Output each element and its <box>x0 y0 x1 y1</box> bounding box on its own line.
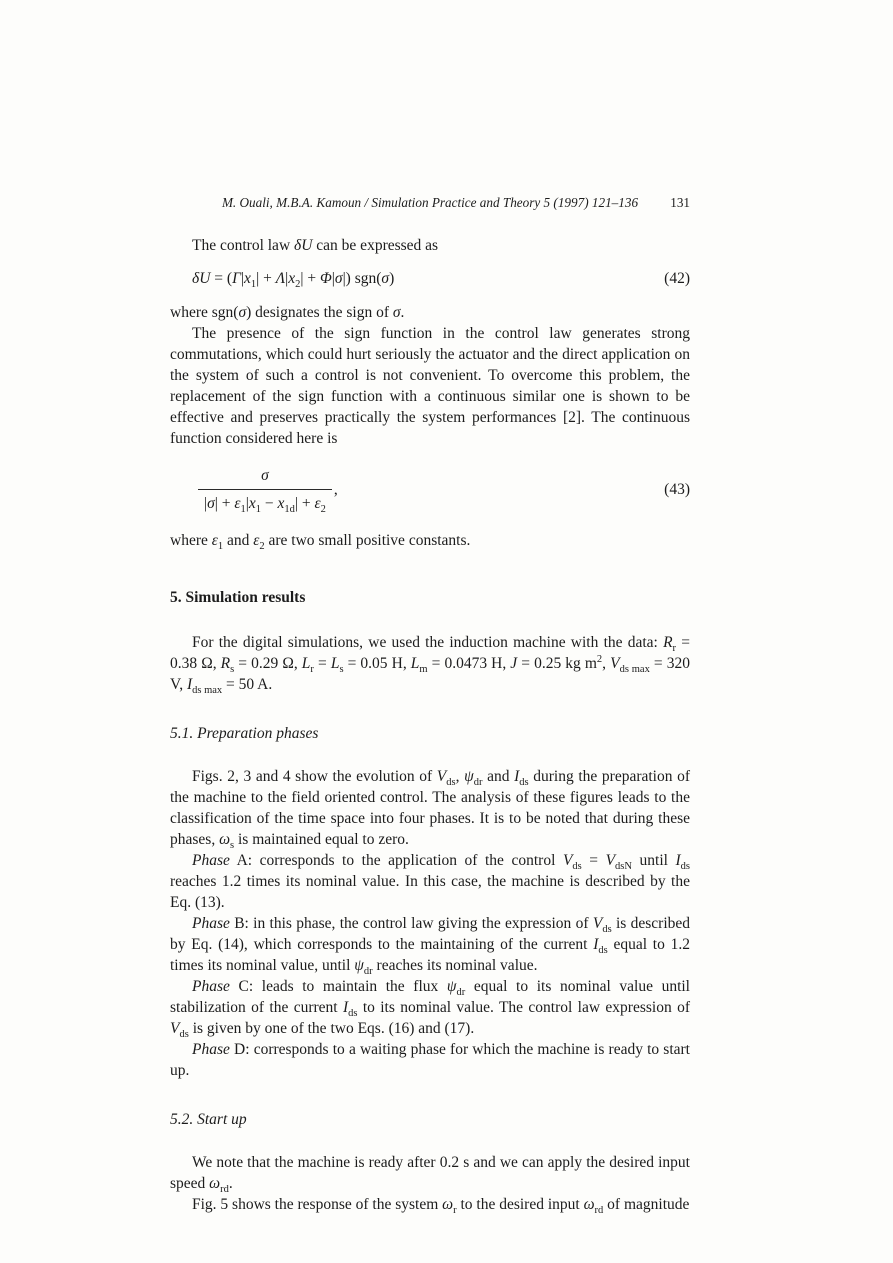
running-head <box>170 192 690 213</box>
paragraph-fig5: Fig. 5 shows the response of the system $\omega_r$ to the desired input $\omega_{rd}$ of magnitude <box>192 1196 690 1217</box>
text-column <box>170 192 690 1215</box>
equation-42 <box>170 268 690 289</box>
paragraph-where-eps: where $\varepsilon_1$ and $\varepsilon_2$ are two small positive constants. <box>170 532 471 553</box>
equation-43 <box>170 465 690 514</box>
paragraph-figs: Figs. 2, 3 and 4 show the evolution of $V_{ds}$, $\psi_{dr}$ and $I_{ds}$ during the preparation of the machine to the field oriented control. The analysis of these figures leads to the classification of the time space into four phases. It is to be noted that during these phases, $\omega_s$ is maintained equal to zero. <box>170 768 691 852</box>
section-5-title: 5. Simulation results <box>170 589 306 606</box>
paragraph-where-sgn: where sgn(σ) designates the sign of σ. <box>170 304 405 321</box>
equation-43-fraction <box>198 465 332 514</box>
running-head-citation: M. Ouali, M.B.A. Kamoun / Simulation Practice and Theory 5 (1997) 121–136 <box>221 195 639 210</box>
equation-43-number: (43) <box>664 481 690 498</box>
equation-43-numerator: σ <box>261 467 269 484</box>
equation-43-suffix: , <box>333 481 338 498</box>
paragraph-ready: We note that the machine is ready after 0.2 s and we can apply the desired input speed $\omega_{rd}$. <box>170 1154 690 1196</box>
equation-43-denominator: $|\sigma| + \varepsilon_1|x_1 - x_{1d}| + \varepsilon_2$ <box>198 489 332 514</box>
paragraph-intro: The control law δU can be expressed as <box>192 237 439 254</box>
paragraph-sign-function: The presence of the sign function in the control law generates strong commutations, which could hurt seriously the actuator and the direct application on the system of such a control is not convenient. To overcome this problem, the replacement of the sign function with a continuous similar one is shown to be effective and preserves practically the system performances [2]. The continuous function considered here is <box>170 325 690 447</box>
paragraph-phase-a: Phase A: corresponds to the application of the control $V_{ds} = V_{dsN}$ until $I_{ds}$ reaches 1.2 times its nominal value. In this case, the machine is described by the Eq. (13). <box>170 852 690 911</box>
section-5-1-title: 5.1. Preparation phases <box>170 725 319 742</box>
paragraph-simulation-data: For the digital simulations, we used the induction machine with the data: $R_r = 0.38$ Ω, $R_s = 0.29$ Ω, $L_r = L_s = 0.05$ H, $L_m = 0.0473$ H, J = 0.25 kg $m^2$, $V_{ds max} = 320$ V, $I_{ds max} = 50$ A. <box>170 634 691 697</box>
paragraph-phase-c: Phase C: leads to maintain the flux $\psi_{dr}$ equal to its nominal value until stabilization of the current $I_{ds}$ to its nominal value. The control law expression of $V_{ds}$ is given by one of the two Eqs. (16) and (17). <box>170 978 690 1041</box>
paragraph-phase-b: Phase B: in this phase, the control law giving the expression of $V_{ds}$ is described by Eq. (14), which corresponds to the maintaining of the current $I_{ds}$ equal to 1.2 times its nominal value, until $\psi_{dr}$ reaches its nominal value. <box>170 915 691 978</box>
page-number: 131 <box>670 195 690 210</box>
section-5-2-title: 5.2. Start up <box>170 1111 247 1128</box>
equation-42-body: $\delta U = (\Gamma|x_1| + \Lambda|x_2| + \Phi|\sigma|)$ sgn(σ) <box>192 270 395 291</box>
paragraph-phase-d: Phase D: corresponds to a waiting phase for which the machine is ready to start up. <box>170 1041 690 1079</box>
equation-42-number: (42) <box>664 270 690 287</box>
